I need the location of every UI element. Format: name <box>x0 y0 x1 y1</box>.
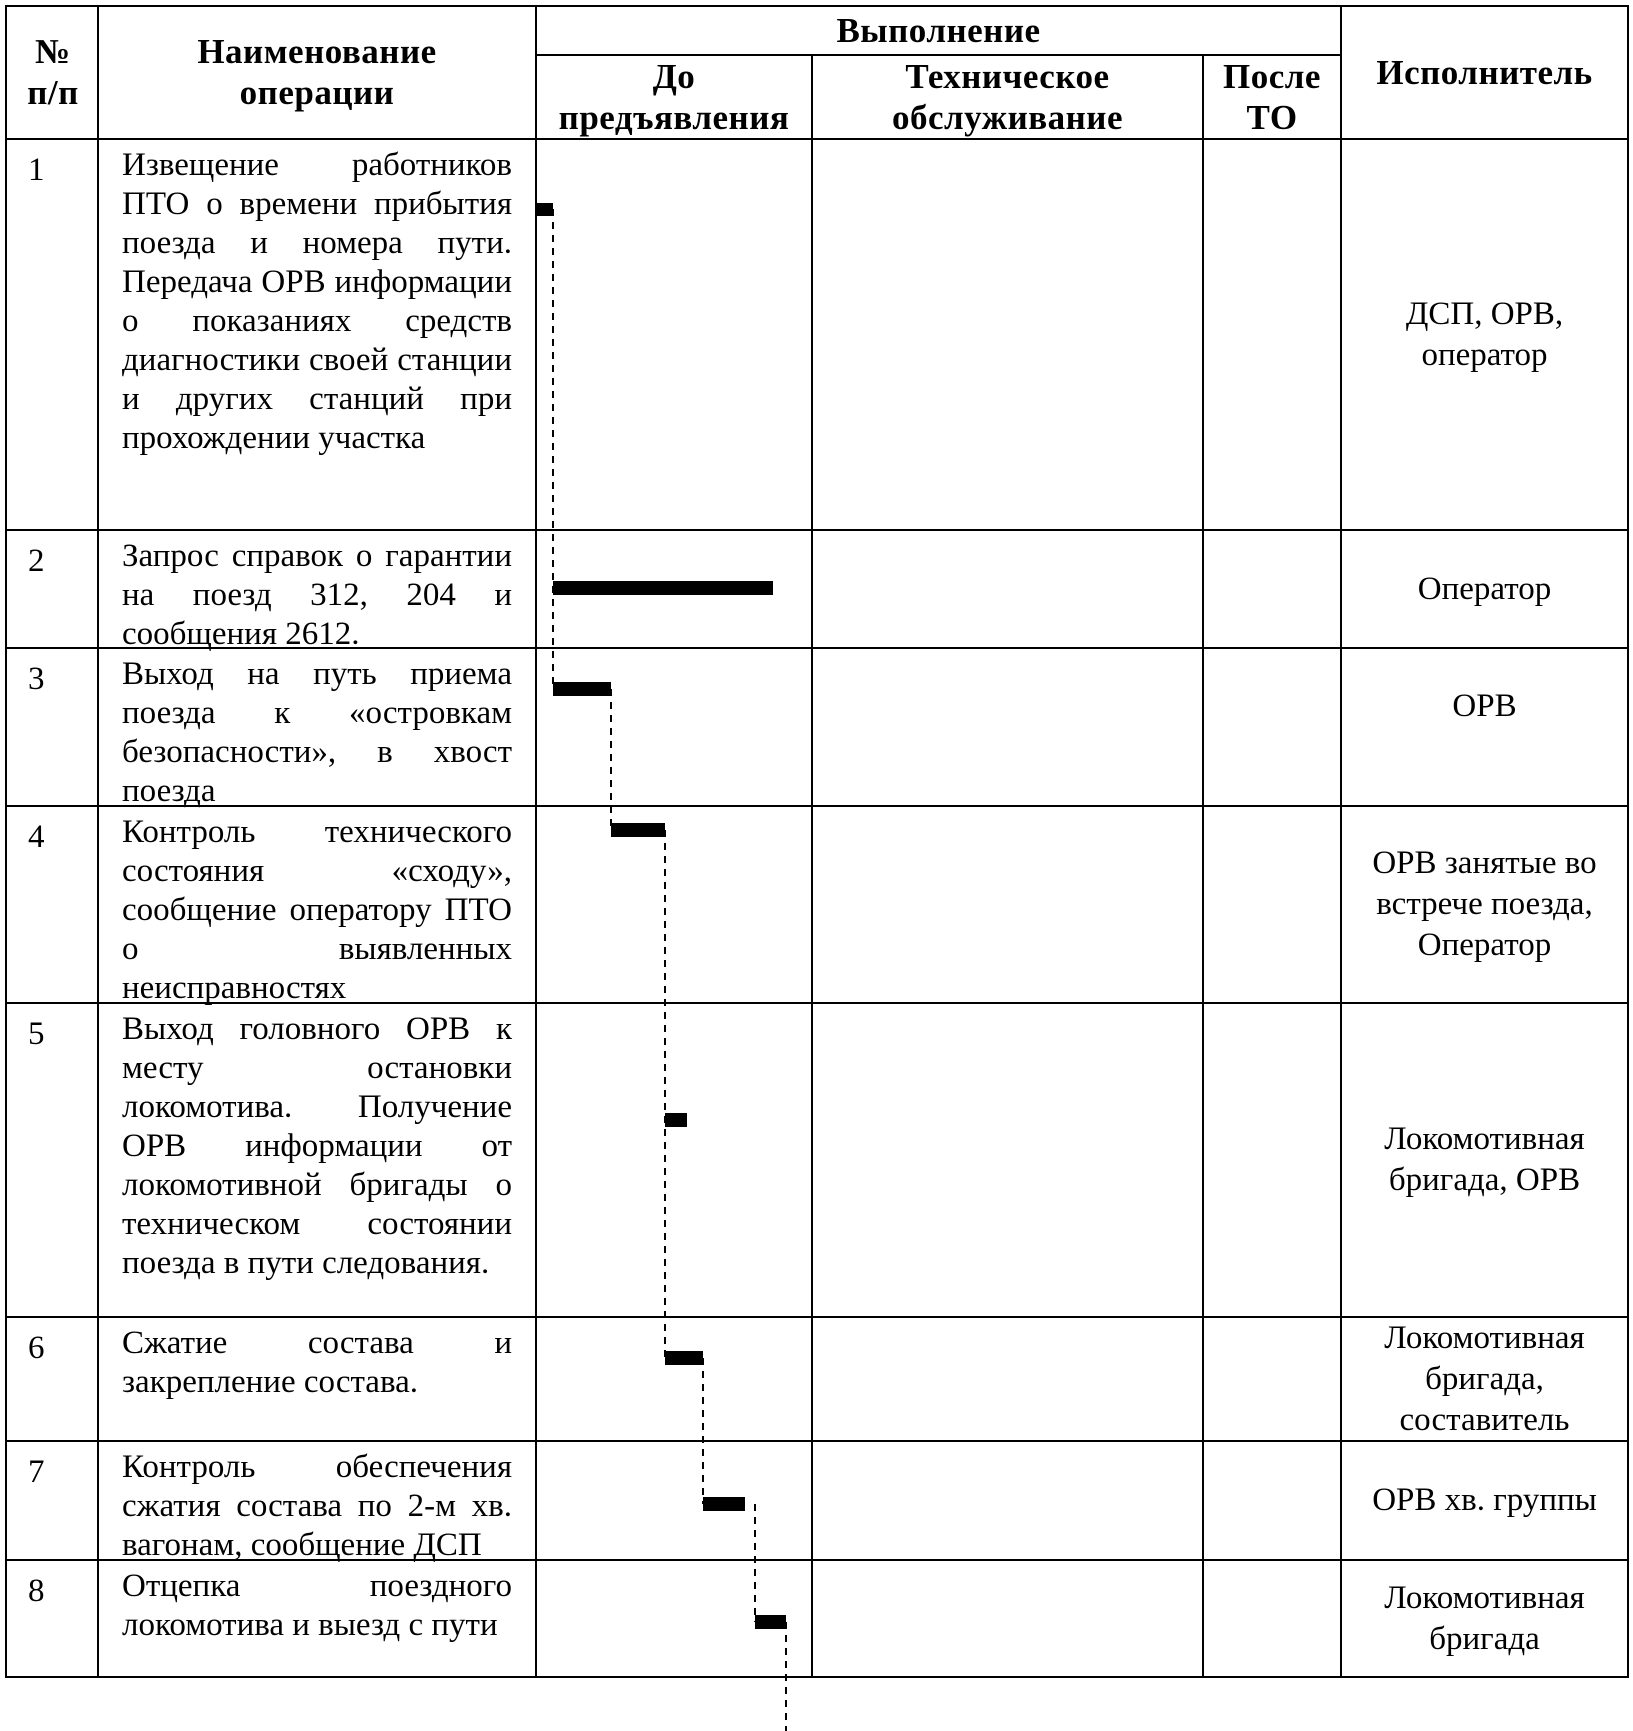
row-num: 5 <box>28 1016 45 1052</box>
operation-name: Выход на путь приема поезда к «островкам безопасности», в хвост поезда <box>122 656 512 809</box>
row-num: 2 <box>28 543 45 579</box>
executor: Локомотивная бригада, составитель <box>1384 1319 1585 1438</box>
schedule-bar <box>611 823 665 837</box>
schedule-bar <box>755 1615 786 1629</box>
row-num: 6 <box>28 1330 45 1366</box>
operation-name: Извещение работников ПТО о времени прибытия поезда и номера пути. Передача ОРВ информации о показаниях средств диагностики своей станции и других станций при прохождении участка <box>122 147 512 456</box>
schedule-bar <box>553 581 773 595</box>
header-maintenance: Техническое обслуживание <box>891 57 1124 137</box>
operation-name: Сжатие состава и закрепление состава. <box>122 1325 512 1400</box>
row-num: 1 <box>28 152 45 188</box>
header-before: До предъявления <box>558 57 790 137</box>
schedule-bar <box>553 682 611 696</box>
executor: Оператор <box>1417 570 1552 607</box>
executor: ОРВ занятые во встрече поезда, Оператор <box>1372 845 1597 963</box>
schedule-bar <box>536 203 553 216</box>
executor: ДСП, ОРВ, оператор <box>1405 295 1564 373</box>
executor: ОРВ хв. группы <box>1372 1482 1597 1518</box>
operation-name: Контроль обеспечения сжатия состава по 2-м хв. вагонам, сообщение ДСП <box>122 1449 512 1563</box>
row-num: 8 <box>28 1573 45 1609</box>
schedule-bars <box>536 203 786 1629</box>
executor: Локомотивная бригада <box>1384 1579 1585 1657</box>
schedule-connectors <box>553 209 786 1731</box>
operation-name: Контроль технического состояния «сходу», сообщение оператору ПТО о выявленных неисправностях <box>122 814 512 1006</box>
row-num: 4 <box>28 819 45 855</box>
row-num: 7 <box>28 1454 45 1490</box>
operation-name: Выход головного ОРВ к месту остановки локомотива. Получение ОРВ информации от локомотивной бригады о техническом состоянии поезда в пути следования. <box>122 1011 512 1281</box>
operation-name: Запрос справок о гарантии на поезд 312, 204 и сообщения 2612. <box>122 538 512 652</box>
schedule-bar <box>665 1351 703 1365</box>
schedule-bar <box>665 1113 687 1127</box>
operation-name: Отцепка поездного локомотива и выезд с пути <box>122 1568 512 1643</box>
row-num: 3 <box>28 661 45 697</box>
header-num: № п/п <box>27 32 79 112</box>
executor: Локомотивная бригада, ОРВ <box>1384 1121 1585 1198</box>
executor: ОРВ <box>1452 688 1517 724</box>
header-after: После ТО <box>1223 57 1321 137</box>
header-name: Наименование операции <box>197 32 437 112</box>
header-executor: Исполнитель <box>1376 52 1593 92</box>
schedule-bar <box>703 1497 745 1511</box>
header-execution: Выполнение <box>836 11 1041 50</box>
